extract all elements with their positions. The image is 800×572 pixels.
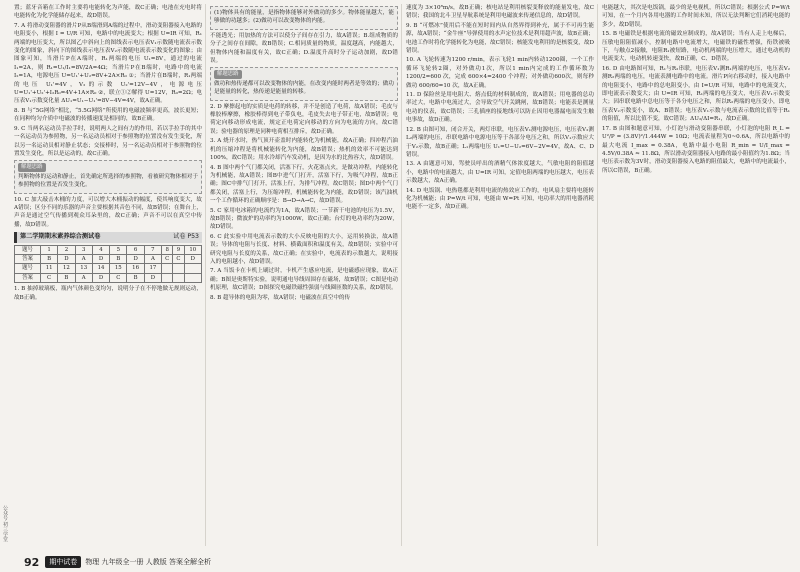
- answer-table-cell: C: [173, 254, 184, 263]
- answer-table-cell: D: [127, 254, 144, 263]
- paragraph: 置；蓝牙音箱在工作时主要将电能转化为声能，故C正确；电池在充电时将电能转化为化学能储存起来，故D错误。: [14, 5, 202, 20]
- answer-table-cell: D: [144, 273, 161, 282]
- answer-table-row: [15, 254, 202, 263]
- answer-table: [14, 245, 202, 284]
- footer-text: 物理 九年级全一册 人教版 答案全解全析: [85, 558, 211, 566]
- paragraph: 17. B 由图和题意可知，小灯泡与滑动变阻器串联，小灯泡的电阻 R_L = U²/P = (3.8V)²/1.444W = 10Ω；电流表量程为0~0.6A，所以电路中的最大电流 I_max = 0.38A，电路中最小电阻 R_min = U/I_max = 4.5V/0.38A ≈ 11.8Ω，所以滑动变阻器接入电路的最小阻值约为1.8Ω；当电压表示数为3V时，滑动变阻器接入电路的阻值最大，电路中的电流最小，所以C错误，B正确。: [602, 125, 790, 174]
- paragraph: 15. B 电磁铁是根据电流的磁效应制成的，故A错误；当有人走上电梯后，压敏电阻阻值减小，控制电路中电流增大，电磁铁的磁性增强，衔铁被吸下，与触点2接触，电阻R₁被短路，电动机两端的电压增大，通过电动机的电流变大，电动机转速变快，故B正确，C、D错误。: [602, 31, 790, 63]
- answer-table-head: 题号: [15, 264, 41, 273]
- answer-table-cell: [184, 264, 201, 273]
- section-title: 第二学期期末素养综合测试卷: [20, 233, 101, 241]
- answer-table-cell: 10: [184, 245, 201, 254]
- paragraph: 16. D 由电路图可知，R₁与R₂串联，电压表V₁测R₁两端的电压，电压表V₂测R₂两端的电压，电流表测电路中的电流。滑片P向右移动时，接入电路中的电阻变小，电路中的总电阻变小，由 I=U/R 可知，电路中的电流变大，即电流表示数变大；由 U=IR 可知，R₁两端的电压变大，电压表V₁示数变大；因串联电路中总电压等于各分电压之和，所以R₂两端的电压变小，即电压表V₂示数变小，故A、B错误；电压表V₁示数与电流表示数的比值等于R₁的阻值，所以比值不变，故C错误；ΔU₂/ΔI=R₁，故D正确。: [602, 65, 790, 123]
- answer-table-cell: 3: [75, 245, 92, 254]
- tip-label: 解题思路: [18, 163, 46, 171]
- paragraph: 6. C 此实验中用电流表示数的大小反映电阻的大小，运用转换法，故A错误；导体的电阻与长度、材料、横截面积和温度有关，故B错误；实验中可研究电阻与长度的关系，故C正确；在实验中，电流表的示数越大，说明接入的电阻越小，故D错误。: [210, 233, 398, 265]
- section-ref: 试卷 P53: [173, 233, 199, 241]
- paragraph: 2. D 摩擦起电的实质是电荷的转移，并不是创造了电荷，故A错误；毛皮与橡胶棒摩擦，橡胶棒得到电子带负电，毛皮失去电子带正电，故B错误；电荷定向移动形成电流，规定正电荷定向移动的方向为电流的方向，故C错误；验电器的原理是同种电荷相互排斥，故D正确。: [210, 103, 398, 135]
- paragraph: 1. B 抽掉玻璃板，瓶内气体颜色变均匀，说明分子在不停地做无规则运动，故B正确。: [14, 286, 202, 301]
- tip-text: (1)物体具有的能量，是指物体能够对外做功的多少。物体能量越大，能够做的功越多；(2)做功可以改变物体的内能。: [214, 10, 394, 25]
- answer-table-cell: A: [75, 273, 92, 282]
- paragraph: 速度为 3×10⁸m/s，故B正确；核电站是利用核裂变释放的能量发电，故C错误；我国的北斗卫星导航系统是利用电磁波来传递信息的，故D错误。: [406, 5, 594, 20]
- answer-table-cell: 1: [40, 245, 57, 254]
- answer-table-cell: D: [92, 273, 109, 282]
- side-note: 公众号·初三学堂: [2, 505, 8, 542]
- answer-table-cell: 17: [144, 264, 161, 273]
- answer-table-cell: A: [75, 254, 92, 263]
- tip-box: [14, 160, 202, 193]
- section-header: [14, 232, 202, 242]
- paragraph: 10. C 加大敲击木桶的力度，可以增大木桶振动的幅度，使其响度变大，故A错误；区分不同的乐器的声音主要根据其音色不同，故B错误；在舞台上，声音是通过空气传播到观众耳朵里的，故C正确；声音不可以在真空中传播，故D错误。: [14, 196, 202, 228]
- page-footer: [0, 552, 800, 572]
- paragraph: 3. A 烧开水时，热气顶开壶盖时内能转化为机械能，故A正确；四冲程汽油机的压缩冲程是将机械能转化为内能，故B错误；热机的效率不可能达到100%，故C错误；用水冷却汽车发动机，是因为水的比热容大，故D错误。: [210, 138, 398, 162]
- answer-table-cell: [162, 273, 173, 282]
- answer-table-cell: [184, 273, 201, 282]
- answer-table-cell: 14: [92, 264, 109, 273]
- answer-table-row: [15, 273, 202, 282]
- answer-table-cell: [173, 264, 184, 273]
- answer-table-cell: [162, 264, 173, 273]
- paragraph: 14. D 电饭锅、电热毯都是利用电流的热效应工作的，电风扇主要将电能转化为机械能；由 P=W/t 可知，电能由 W=Pt 可知，电功率大的用电器消耗电能不一定多，故D正确。: [406, 187, 594, 211]
- paragraph: 8. B 与“5G网络”相比，“5.5G网络”所使用的电磁波频率更高，波长更短；在同种均匀介质中电磁波的传播速度是相同的，故B正确。: [14, 107, 202, 123]
- paragraph: 13. A 由题意可知，驾驶员呼出的酒精气体浓度越大，气敏电阻的阻值越小，电路中的电流越大，由 U=IR 可知，定值电阻两端的电压越大，电压表示数越大，故A正确。: [406, 161, 594, 185]
- tip-text: 判断物体的运动和静止，首先确定所选择的参照物，看被研究物体相对于参照物的位置是否发生变化。: [18, 173, 198, 189]
- paragraph: 7. A 将滑动变阻器的滑片P从B端滑到A端的过程中，滑动变阻器接入电路的电阻变小，根据 I = U/R 可知，电路中的电流变大；根据 U=IR 可知，R₁两端的电压变大，所以图乙中斜向上的图线表示电压表V₁示数随电流表示数变化的图象，斜向下的图线表示电压表V₂示数随电流表示数变化的图象；由图象可知，当滑片P在A端时，R₁两端的电压 U₁=8V，通过的电流 I₁=2A，则 R₁=U₁/I₁=8V/2A=4Ω；当滑片P在B端时，电路中的电流 I₂=1A，电源电压 U=U₁'+U₂=8V+2A×R₀ ①；当滑片在B端时，R₁两端的电压 U₁'=4V，V₂的示数 U₂'=12V−4V，电源电压 U=U₁'+U₂'+I₂R₀=4V+1A×R₀ ②，联立①②解得 U=12V，R₀=2Ω；电压表V₁示数变化量 ΔU₁=U₁−U₁'=8V−4V=4V，故A正确。: [14, 22, 202, 105]
- paragraph: 8. B 超导体的电阻为零，故A错误；电磁波在真空中的传: [210, 294, 351, 301]
- answer-table-cell: 9: [173, 245, 184, 254]
- column-divider: [597, 4, 598, 546]
- answer-table-cell: C: [110, 273, 127, 282]
- column-divider: [205, 4, 206, 546]
- column-4: [602, 4, 790, 546]
- answer-table-row: [15, 245, 202, 254]
- answer-table-cell: B: [110, 254, 127, 263]
- tip-box: [210, 6, 398, 30]
- tip-text: 做功和热传递都可以改变物体的内能，在改变内能时两者是等效的；做功是能量的转化，热传递是能量的转移。: [214, 80, 394, 96]
- answer-table-cell: 5: [110, 245, 127, 254]
- answer-table-cell: 15: [110, 264, 127, 273]
- page-number: 92: [24, 555, 40, 569]
- brand-badge: 期中试卷: [45, 556, 81, 568]
- column-divider: [401, 4, 402, 546]
- paragraph: 9. C 当两名运动员手拉手时，说明两人之间有力的作用，若以手拉手的其中一名运动员为参照物，另一名运动员相对于参照物的位置没有发生变化，所以另一名运动员相对静止状态；交接棒时，另一名运动员相对于参照物的位置发生变化，所以是运动的，故C正确。: [14, 125, 202, 157]
- tip-label: 解题思路: [214, 70, 242, 78]
- answer-table-cell: D: [184, 254, 201, 263]
- answer-table-cell: 7: [144, 245, 161, 254]
- answer-table-cell: C: [162, 254, 173, 263]
- answer-table-cell: 6: [127, 245, 144, 254]
- answer-table-cell: 8: [162, 245, 173, 254]
- answer-table-head: 题号: [15, 245, 41, 254]
- column-2: [210, 4, 398, 546]
- answer-table-cell: D: [92, 254, 109, 263]
- answer-table-cell: [173, 273, 184, 282]
- answer-table-cell: 4: [92, 245, 109, 254]
- paragraph: 12. B 由图可知，闭合开关，两灯串联，电压表V₁测电源电压，电压表V₂测L₂两端的电压，串联电路中电源电压等于各部分电压之和，所以V₁示数应大于V₂示数，故B正确；L₁两端电压 U₁=U−U₂=6V−2V=4V，故A、C、D错误。: [406, 126, 594, 158]
- paragraph: 10. A 飞轮转速为1200 r/min，表示飞轮1 min内转动1200圈，一个工作循环飞轮转2圈，对外做功1次，所以1 min内完成的工作循环数为 1200/2=600 次，完成 600×4=2400 个冲程；对外做功600次，则每秒做功 600/60=10 次，故A正确。: [406, 57, 594, 89]
- paragraph: 5. C 家用电冰箱的电流约为1A，故A错误；一节新干电池的电压为1.5V，故B错误；微波炉的功率约为1000W，故C正确；台灯的电功率约为20W，故D错误。: [210, 207, 398, 231]
- paragraph: 4. B 图中两个气门都关闭，活塞下行，火花塞点火，是做功冲程，内能转化为机械能，故A错误；图B中进气门打开，活塞下行，为吸气冲程，故B正确；图C中排气门打开，活塞上行，为排气冲程，故C错误；图D中两个气门都关闭，活塞上行，为压缩冲程，机械能转化为内能，故D错误；该汽油机一个工作循环的正确顺序是：B→D→A→C，故D错误。: [210, 164, 398, 205]
- column-3: [406, 4, 594, 546]
- answer-table-cell: 16: [127, 264, 144, 273]
- answer-table-head: 答案: [15, 254, 41, 263]
- answer-table-row: [15, 264, 202, 273]
- answer-table-cell: 12: [58, 264, 75, 273]
- paragraph: 9. B “可燃冰”使用后不能在短时间内从自然界得到补充，属于不可再生能源，故A错误；“金牛座”导弹使用的水声定位技术是利用超声波，故B正确；电池工作时将化学能转化为电能，故C错误；核能发电利用的是核裂变，故D错误。: [406, 22, 594, 55]
- answer-table-cell: 13: [75, 264, 92, 273]
- paragraph: 11. D 保险丝是用电阻大、熔点低的材料制成的，故A错误；用电器的总功率过大，电路中电流过大，会导致空气开关跳闸，故B错误；电能表是测量电功的仪表，故C错误；三孔插座的接地线可以防止因用电器漏电而发生触电事故，故D正确。: [406, 92, 594, 124]
- paragraph: 不能透光；用加热的方法可以使分子间存在引力，故A错误；B.组成物质的分子之间存在间隙，故B错误；C.相同质量的物质，温度越高，内能越大，但物体内能和温度有关，故C正确；D.温度升高时分子运动加剧，故D错误。: [210, 32, 398, 65]
- paragraph: 7. A 当饭卡在卡机上刷过时，卡机产生感应电流，是电磁感应现象，故A正确；B图是奥斯特实验，说明通电导线周围存在磁场，故B错误；C图是电动机原理，故C错误；D图探究电磁铁磁性强弱与线圈匝数的关系，故D错误。: [210, 268, 398, 292]
- answer-table-head: 答案: [15, 273, 41, 282]
- column-1: [14, 4, 202, 546]
- answer-table-cell: D: [58, 254, 75, 263]
- answer-table-cell: B: [127, 273, 144, 282]
- answer-table-cell: 11: [40, 264, 57, 273]
- answer-table-cell: B: [58, 273, 75, 282]
- answer-table-cell: A: [144, 254, 161, 263]
- answer-table-cell: C: [40, 273, 57, 282]
- answer-table-cell: 2: [58, 245, 75, 254]
- paragraph: 电能越大，其次是电饭锅，最少的是电视机，所以C错误；根据公式 P=W/t 可知，在一个月内各用电器的工作时间未知，所以无法判断它们消耗电能的多少，故D错误。: [602, 5, 790, 28]
- tip-box: [210, 67, 398, 100]
- answer-table-cell: B: [40, 254, 57, 263]
